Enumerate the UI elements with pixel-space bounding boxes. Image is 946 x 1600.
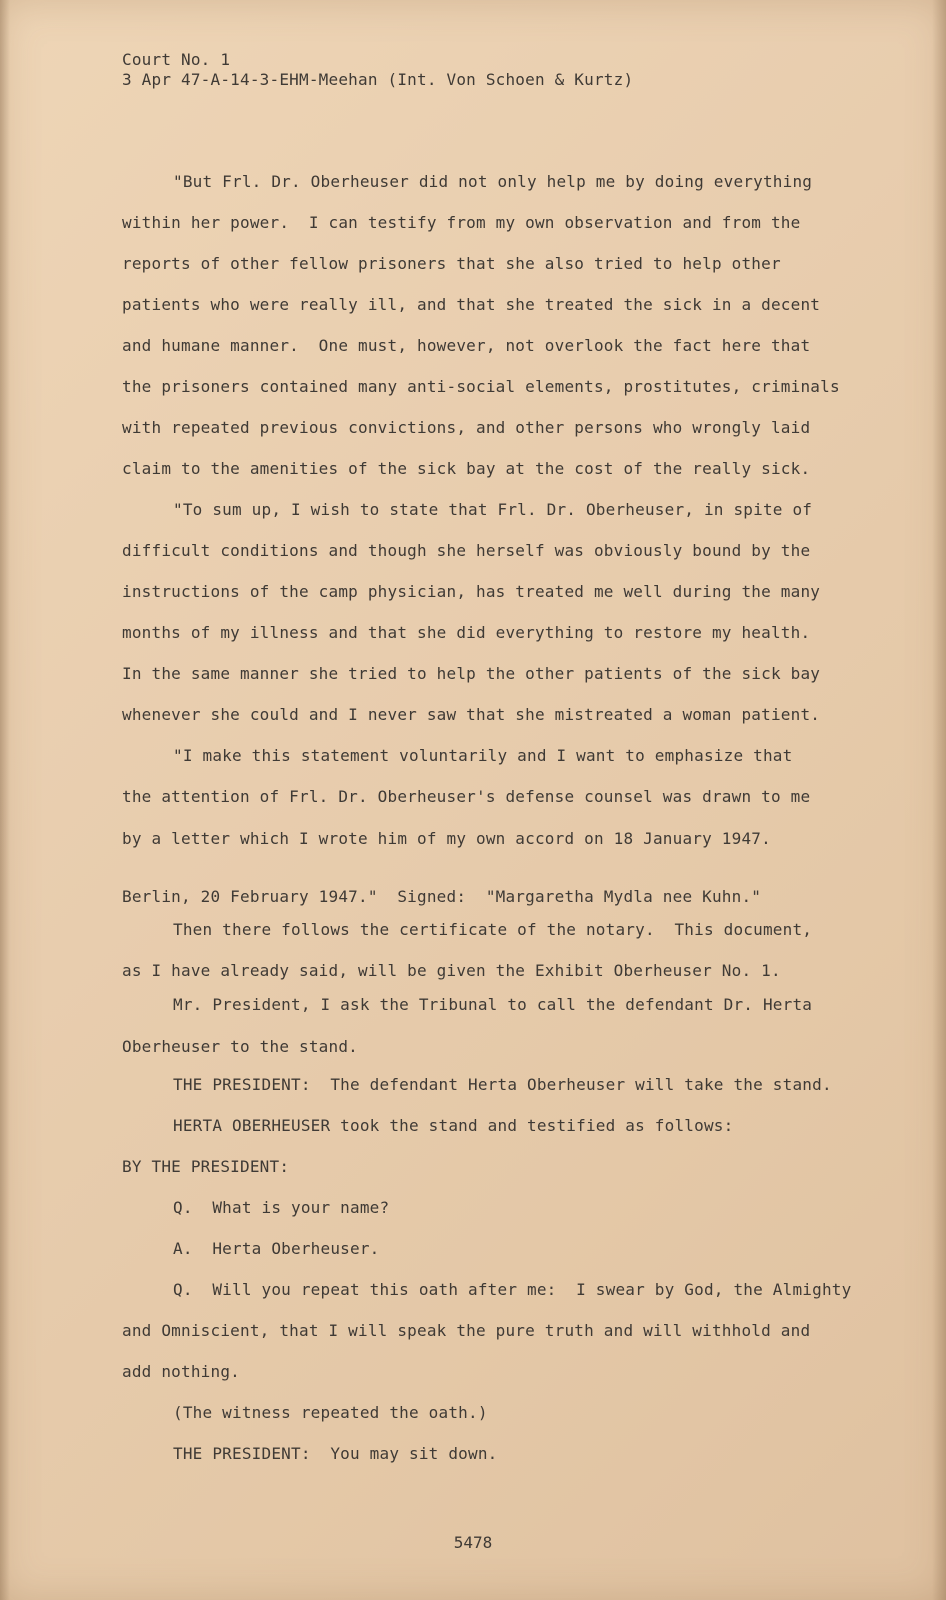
text-line: In the same manner she tried to help the other patients of the sick bay: [122, 664, 821, 683]
text-line: A. Herta Oberheuser.: [173, 1239, 380, 1258]
text-line: HERTA OBERHEUSER took the stand and testified as follows:: [173, 1116, 734, 1135]
text-line: difficult conditions and though she herself was obviously bound by the: [122, 541, 811, 560]
text-line: BY THE PRESIDENT:: [122, 1157, 290, 1176]
text-line: within her power. I can testify from my own observation and from the: [122, 213, 801, 232]
text-line: "To sum up, I wish to state that Frl. Dr. Oberheuser, in spite of: [173, 500, 813, 519]
page-edge-left: [0, 0, 10, 1600]
text-line: by a letter which I wrote him of my own accord on 18 January 1947.: [122, 829, 771, 848]
text-line: THE PRESIDENT: The defendant Herta Oberheuser will take the stand.: [173, 1075, 832, 1094]
text-line: instructions of the camp physician, has treated me well during the many: [122, 582, 821, 601]
court-number: Court No. 1: [122, 50, 231, 69]
transcript-reference: 3 Apr 47-A-14-3-EHM-Meehan (Int. Von Schoen & Kurtz): [122, 70, 634, 89]
text-line: the prisoners contained many anti-social elements, prostitutes, criminals: [122, 377, 840, 396]
text-line: and humane manner. One must, however, not overlook the fact here that: [122, 336, 811, 355]
text-line: as I have already said, will be given the Exhibit Oberheuser No. 1.: [122, 961, 781, 980]
text-line: add nothing.: [122, 1362, 240, 1381]
text-line: (The witness repeated the oath.): [173, 1403, 488, 1422]
text-line: Mr. President, I ask the Tribunal to call the defendant Dr. Herta: [173, 995, 813, 1014]
text-line: Oberheuser to the stand.: [122, 1037, 358, 1056]
text-line: Then there follows the certificate of the notary. This document,: [173, 920, 813, 939]
text-line: the attention of Frl. Dr. Oberheuser's defense counsel was drawn to me: [122, 787, 811, 806]
text-line: and Omniscient, that I will speak the pure truth and will withhold and: [122, 1321, 811, 1340]
text-line: whenever she could and I never saw that she mistreated a woman patient.: [122, 705, 821, 724]
text-line: "But Frl. Dr. Oberheuser did not only help me by doing everything: [173, 172, 813, 191]
text-line: Berlin, 20 February 1947." Signed: "Margaretha Mydla nee Kuhn.": [122, 887, 762, 906]
text-line: THE PRESIDENT: You may sit down.: [173, 1444, 498, 1463]
text-line: months of my illness and that she did everything to restore my health.: [122, 623, 811, 642]
text-line: patients who were really ill, and that she treated the sick in a decent: [122, 295, 821, 314]
page-number: 5478: [453, 1533, 493, 1552]
page-edge-right: [932, 0, 946, 1600]
text-line: with repeated previous convictions, and other persons who wrongly laid: [122, 418, 811, 437]
text-line: claim to the amenities of the sick bay at the cost of the really sick.: [122, 459, 811, 478]
text-line: Q. Will you repeat this oath after me: I swear by God, the Almighty: [173, 1280, 852, 1299]
text-line: Q. What is your name?: [173, 1198, 390, 1217]
text-line: reports of other fellow prisoners that she also tried to help other: [122, 254, 781, 273]
text-line: "I make this statement voluntarily and I want to emphasize that: [173, 746, 793, 765]
